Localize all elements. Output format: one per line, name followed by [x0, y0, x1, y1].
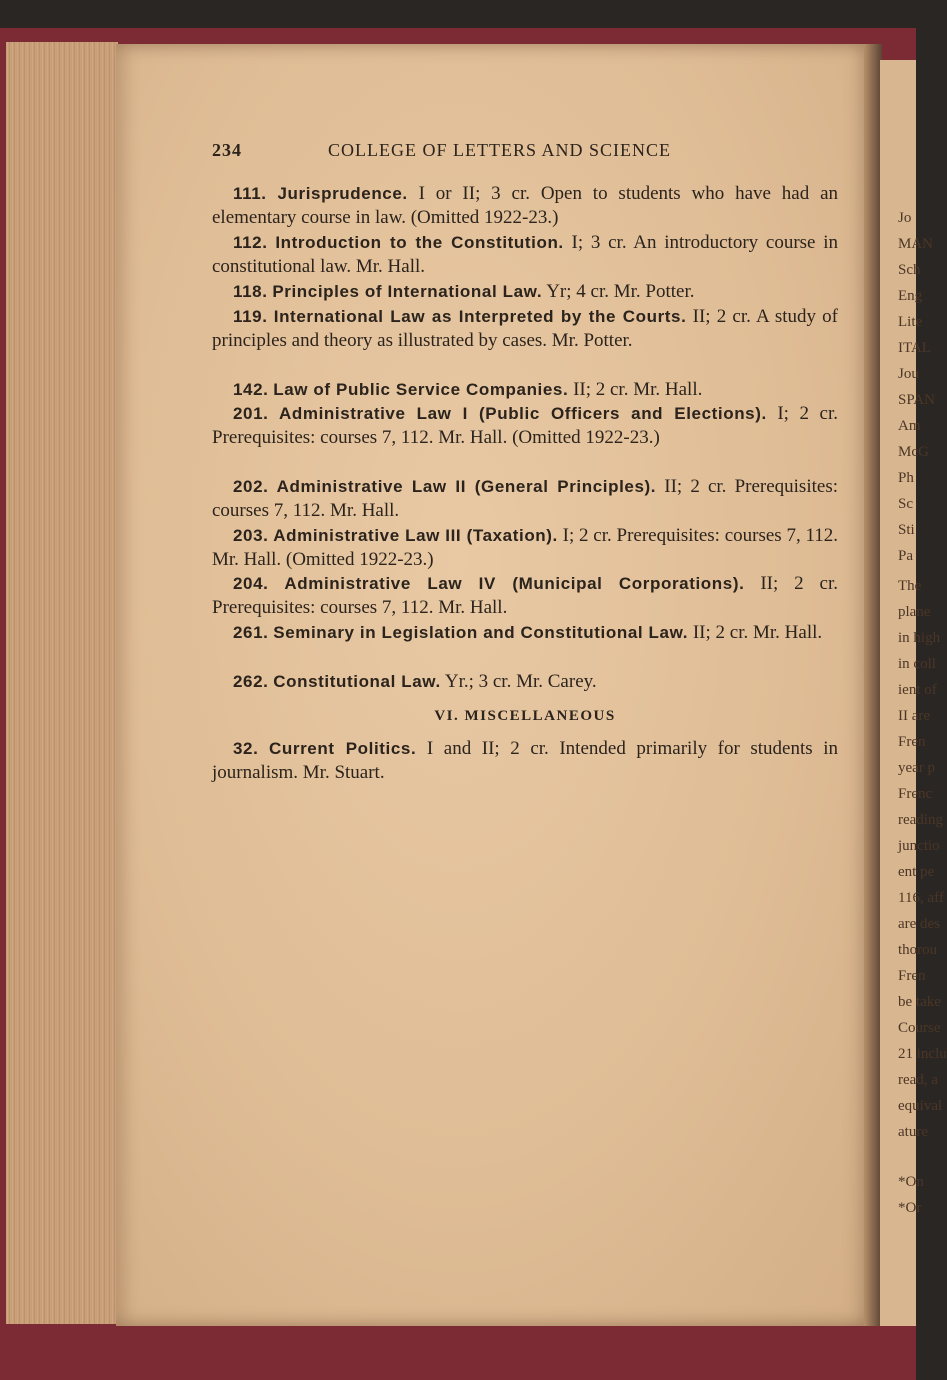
course-title: Administrative Law IV (Municipal Corporations).	[284, 574, 745, 593]
next-page-line: The	[898, 578, 922, 594]
course-details: II; 2 cr. A study of principles and theory as illustrated by cases. Mr. Potter.	[212, 306, 839, 352]
course-entry	[212, 182, 838, 231]
course-entry	[212, 305, 838, 354]
course-title: International Law as Interpreted by the Courts.	[273, 307, 687, 326]
course-entry	[212, 280, 838, 304]
next-page-line: MAN	[898, 236, 934, 252]
course-number: 261.	[233, 623, 269, 642]
page-number: 234	[212, 140, 242, 160]
next-page-line: McG	[898, 444, 929, 460]
course-details: I; 2 cr. Prerequisites: courses 7, 112. Mr. Hall. (Omitted 1922-23.)	[212, 525, 838, 571]
next-page-line: Pa	[898, 548, 913, 564]
next-page-line: ent pe	[898, 864, 935, 880]
next-page-line: are des	[898, 916, 941, 932]
next-page-line: Jou	[898, 366, 919, 382]
course-number: 201.	[233, 404, 269, 423]
course-number: 32.	[233, 739, 259, 758]
course-details: I; 2 cr. Prerequisites: courses 7, 112. Mr. Hall. (Omitted 1922-23.)	[212, 403, 838, 449]
next-page-line: 21 inclu	[898, 1046, 947, 1062]
course-title: Constitutional Law.	[273, 672, 441, 691]
course-title: Administrative Law II (General Principles).	[276, 477, 657, 496]
next-page-line: *On	[898, 1174, 924, 1190]
next-page-line: Sch	[898, 262, 921, 278]
course-title: Administrative Law III (Taxation).	[273, 526, 558, 545]
course-details: Yr; 4 cr. Mr. Potter.	[542, 281, 695, 302]
course-details: II; 2 cr. Mr. Hall.	[688, 622, 823, 643]
next-page-line: Jo	[898, 210, 912, 226]
next-page-line: be take	[898, 994, 941, 1010]
next-page-line: Course	[898, 1020, 941, 1036]
course-entry	[212, 475, 838, 524]
course-details: I; 3 cr. An introductory course in constitutional law. Mr. Hall.	[212, 232, 839, 278]
header-title: COLLEGE OF LETTERS AND SCIENCE	[328, 140, 671, 160]
next-page-line: read, a	[898, 1072, 938, 1088]
next-page-line: Eng	[898, 288, 923, 304]
course-details: I and II; 2 cr. Intended primarily for students in journalism. Mr. Stuart.	[212, 738, 838, 784]
course-details: II; 2 cr. Prerequisites: courses 7, 112. Mr. Hall.	[212, 573, 838, 619]
next-page-line: Fren	[898, 734, 926, 750]
next-page-fragment	[880, 60, 947, 1326]
next-page-line: ature	[898, 1124, 928, 1140]
next-page-line: 116, aff	[898, 890, 944, 906]
running-header	[212, 140, 832, 164]
course-entry	[212, 231, 838, 280]
course-details: I or II; 3 cr. Open to students who have had an elementary course in law. (Omitted 1922-23.)	[212, 183, 839, 229]
course-entry	[212, 524, 838, 573]
course-title: Seminary in Legislation and Constitutional Law.	[273, 623, 689, 642]
course-entry	[212, 378, 838, 402]
course-entry	[212, 402, 838, 451]
next-page-line: II are	[898, 708, 931, 724]
course-title: Introduction to the Constitution.	[275, 233, 564, 252]
course-number: 112.	[233, 233, 268, 252]
next-page-line: Lite	[898, 314, 923, 330]
course-entry	[212, 621, 838, 645]
course-title: Principles of International Law.	[272, 282, 543, 301]
course-number: 262.	[233, 672, 269, 691]
next-page-line: *Or	[898, 1200, 922, 1216]
course-number: 202.	[233, 477, 269, 496]
course-number: 118.	[233, 282, 268, 301]
next-page-line: Ph	[898, 470, 914, 486]
next-page-line: SPAN	[898, 392, 935, 408]
next-page-line: ITAL	[898, 340, 931, 356]
course-entry	[212, 572, 838, 621]
course-title: Jurisprudence.	[277, 184, 408, 203]
course-details: II; 2 cr. Prerequisites: courses 7, 112. Mr. Hall.	[212, 476, 838, 522]
next-page-line: thorou	[898, 942, 938, 958]
next-page-line: equival	[898, 1098, 943, 1114]
course-title: Current Politics.	[269, 739, 417, 758]
course-number: 111.	[233, 184, 267, 203]
page-edges	[6, 42, 118, 1324]
course-title: Administrative Law I (Public Officers and Elections).	[279, 404, 767, 423]
next-page-line: in coll	[898, 656, 936, 672]
next-page-line: Sc	[898, 496, 913, 512]
course-entry	[212, 670, 838, 694]
next-page-line: Am	[898, 418, 921, 434]
course-number: 203.	[233, 526, 269, 545]
next-page-line: Frenc	[898, 786, 933, 802]
next-page-line: Fren	[898, 968, 926, 984]
next-page-line: ient of	[898, 682, 937, 698]
course-details: II; 2 cr. Mr. Hall.	[568, 379, 703, 400]
next-page-line: reading	[898, 812, 943, 828]
next-page-line: year p	[898, 760, 936, 776]
next-page-line: plane	[898, 604, 931, 620]
course-number: 204.	[233, 574, 269, 593]
next-page-line: junctio	[898, 838, 940, 854]
course-number: 119.	[233, 307, 268, 326]
course-entry	[212, 737, 838, 786]
course-title: Law of Public Service Companies.	[273, 380, 569, 399]
section-heading: VI. MISCELLANEOUS	[434, 708, 616, 724]
next-page-line: Sti	[898, 522, 915, 538]
course-number: 142.	[233, 380, 269, 399]
next-page-line: in high	[898, 630, 941, 646]
course-details: Yr.; 3 cr. Mr. Carey.	[440, 671, 597, 692]
